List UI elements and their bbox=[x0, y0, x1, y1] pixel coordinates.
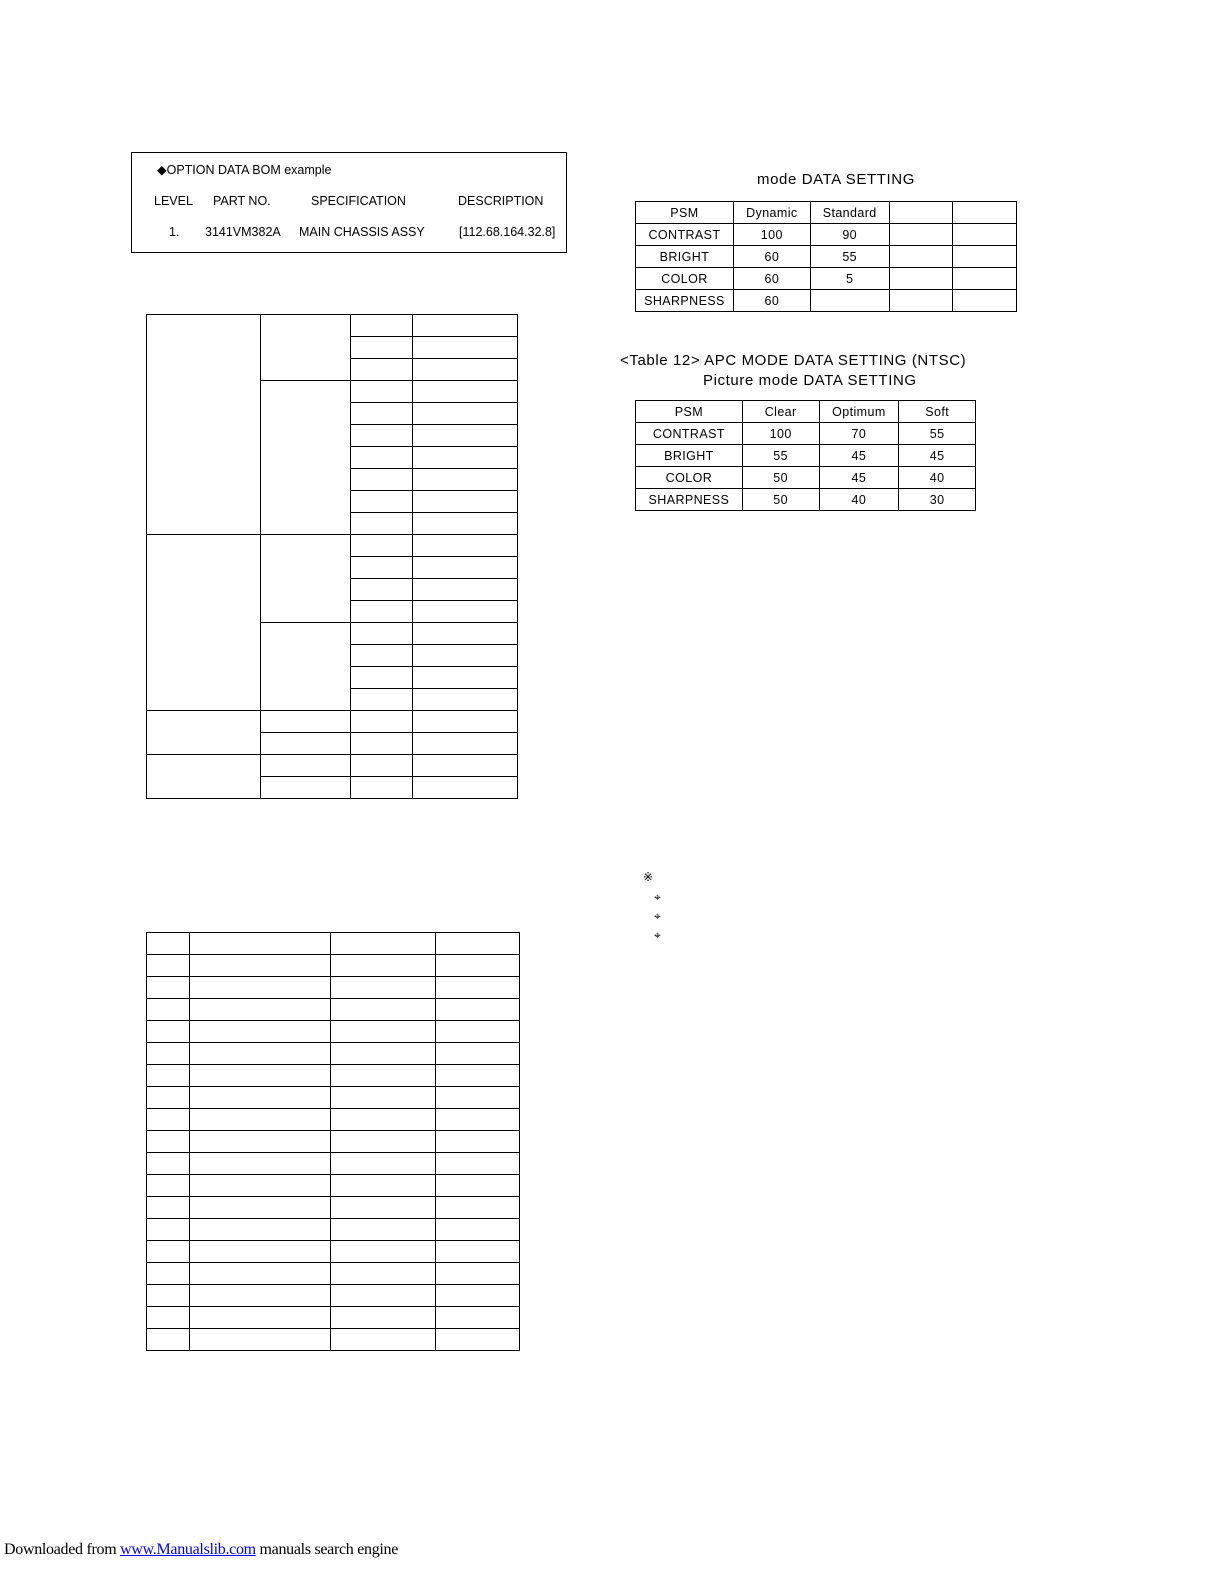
table-row bbox=[636, 268, 1017, 290]
table-cell: BRIGHT bbox=[636, 445, 743, 467]
bom-row-specification: MAIN CHASSIS ASSY bbox=[299, 225, 425, 239]
table-cell: CONTRAST bbox=[636, 224, 734, 246]
footer bbox=[4, 1541, 398, 1559]
table-cell: COLOR bbox=[636, 467, 743, 489]
table-cell: 100 bbox=[742, 423, 819, 445]
table-cell: Soft bbox=[899, 401, 976, 423]
table-cell: PSM bbox=[636, 202, 734, 224]
table-cell: 60 bbox=[733, 246, 810, 268]
option-grid-table bbox=[146, 314, 518, 799]
table-row bbox=[147, 955, 520, 977]
table-row bbox=[147, 1021, 520, 1043]
bom-row-description: [112.68.164.32.8] bbox=[459, 225, 556, 239]
table-cell: SHARPNESS bbox=[636, 290, 734, 312]
table-cell: 45 bbox=[819, 467, 899, 489]
psm-table-2 bbox=[635, 400, 976, 511]
psm-table-1-caption: mode DATA SETTING bbox=[757, 171, 916, 188]
table-cell: 30 bbox=[899, 489, 976, 511]
table-row bbox=[147, 933, 520, 955]
table-row bbox=[636, 445, 976, 467]
table-cell: 55 bbox=[899, 423, 976, 445]
table-row bbox=[147, 711, 518, 733]
table-cell: 70 bbox=[819, 423, 899, 445]
table-cell: PSM bbox=[636, 401, 743, 423]
table-cell: COLOR bbox=[636, 268, 734, 290]
table-cell: Dynamic bbox=[733, 202, 810, 224]
table-cell bbox=[953, 246, 1017, 268]
table-row bbox=[636, 246, 1017, 268]
table-row bbox=[147, 999, 520, 1021]
table-row bbox=[147, 1065, 520, 1087]
table-row bbox=[147, 1329, 520, 1351]
footer-prefix: Downloaded from bbox=[4, 1541, 121, 1558]
list-grid-table bbox=[146, 932, 520, 1351]
table-cell bbox=[810, 290, 889, 312]
table-row bbox=[636, 290, 1017, 312]
table-cell: CONTRAST bbox=[636, 423, 743, 445]
table-cell: Clear bbox=[742, 401, 819, 423]
table-cell: SHARPNESS bbox=[636, 489, 743, 511]
table-cell: Standard bbox=[810, 202, 889, 224]
bom-row-part-no: 3141VM382A bbox=[205, 225, 281, 239]
table-cell: 40 bbox=[819, 489, 899, 511]
table-cell: 55 bbox=[810, 246, 889, 268]
table-row bbox=[147, 1219, 520, 1241]
table-cell bbox=[889, 246, 953, 268]
table-row bbox=[147, 755, 518, 777]
table-row bbox=[636, 423, 976, 445]
table-cell bbox=[889, 202, 953, 224]
psm-table-1 bbox=[635, 201, 1017, 312]
table-cell: 50 bbox=[742, 467, 819, 489]
table-cell: 60 bbox=[733, 290, 810, 312]
table-row bbox=[636, 489, 976, 511]
bullet-icon: ⌖ bbox=[654, 928, 661, 942]
table-row bbox=[147, 1087, 520, 1109]
table-cell bbox=[889, 224, 953, 246]
table-row bbox=[147, 977, 520, 999]
reference-mark-icon: ※ bbox=[643, 870, 654, 884]
table-row bbox=[147, 1131, 520, 1153]
table-row bbox=[147, 1263, 520, 1285]
table-row bbox=[636, 202, 1017, 224]
bom-header-part-no: PART NO. bbox=[213, 194, 271, 208]
table-cell: 45 bbox=[819, 445, 899, 467]
table-row bbox=[147, 1285, 520, 1307]
table-row bbox=[147, 1241, 520, 1263]
table-row bbox=[147, 1175, 520, 1197]
table-row bbox=[147, 535, 518, 557]
manualslib-link[interactable]: www.Manualslib.com bbox=[120, 1541, 256, 1558]
bom-header-specification: SPECIFICATION bbox=[311, 194, 406, 208]
table-cell: 45 bbox=[899, 445, 976, 467]
table-row bbox=[147, 1109, 520, 1131]
table-cell bbox=[953, 202, 1017, 224]
table-row bbox=[147, 1043, 520, 1065]
table-row bbox=[147, 1197, 520, 1219]
table-cell bbox=[889, 268, 953, 290]
psm-table-2-caption-line2: Picture mode DATA SETTING bbox=[703, 372, 917, 389]
table-row bbox=[147, 315, 518, 337]
bom-title: ◆OPTION DATA BOM example bbox=[157, 163, 332, 177]
table-cell: BRIGHT bbox=[636, 246, 734, 268]
table-cell: Optimum bbox=[819, 401, 899, 423]
bullet-icon: ⌖ bbox=[654, 890, 661, 904]
psm-table-2-caption-line1: <Table 12> APC MODE DATA SETTING (NTSC) bbox=[620, 352, 967, 369]
table-row bbox=[147, 1307, 520, 1329]
list-grid-body bbox=[147, 933, 520, 1351]
bom-row-level: 1. bbox=[169, 225, 180, 239]
bullet-icon: ⌖ bbox=[654, 909, 661, 923]
table-cell: 60 bbox=[733, 268, 810, 290]
table-cell: 90 bbox=[810, 224, 889, 246]
table-row bbox=[636, 224, 1017, 246]
table-cell: 55 bbox=[742, 445, 819, 467]
bom-example-box bbox=[131, 152, 567, 253]
table-cell: 5 bbox=[810, 268, 889, 290]
table-row bbox=[636, 401, 976, 423]
table-row bbox=[636, 467, 976, 489]
table-cell bbox=[953, 290, 1017, 312]
bom-header-description: DESCRIPTION bbox=[458, 194, 544, 208]
table-cell: 100 bbox=[733, 224, 810, 246]
table-row bbox=[147, 1153, 520, 1175]
table-cell bbox=[889, 290, 953, 312]
footer-suffix: manuals search engine bbox=[255, 1541, 399, 1558]
table-cell bbox=[953, 268, 1017, 290]
table-cell: 50 bbox=[742, 489, 819, 511]
table-cell bbox=[953, 224, 1017, 246]
bom-header-level: LEVEL bbox=[154, 194, 193, 208]
table-cell: 40 bbox=[899, 467, 976, 489]
